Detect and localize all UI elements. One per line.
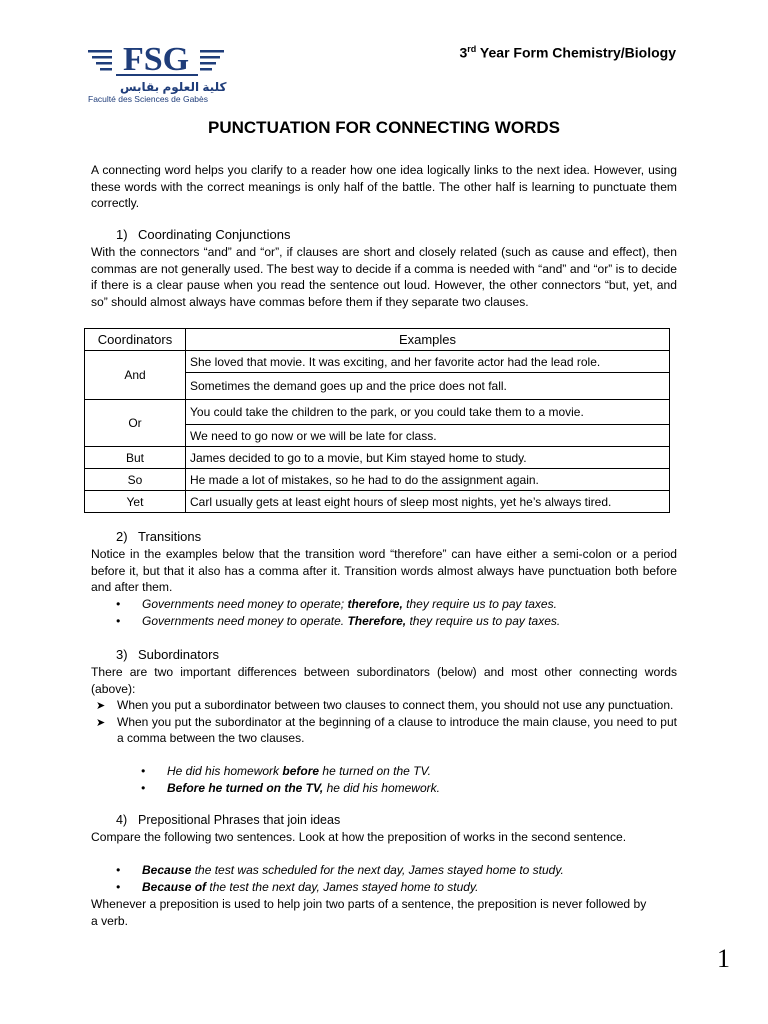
example-cell: She loved that movie. It was exciting, and her favorite actor had the lead role. (186, 351, 670, 373)
example-text: he did his homework. (323, 781, 440, 795)
grade-suffix: rd (467, 44, 477, 54)
section-number: 4) (116, 813, 128, 827)
section-title: Transitions (138, 529, 202, 544)
example-text: they require us to pay taxes. (406, 614, 561, 628)
coordinator-cell: So (85, 469, 186, 491)
section-1-text: With the connectors “and” and “or”, if clauses are short and closely related (such as cause and effect), then commas are not generally used. The best way to decide if a comma is needed with “and” and “or” is to decide if there is a clear pause when you read the sentence out loud. However, the other connectors “but, yet, and so” should almost always have commas before them if they separate two clauses. (91, 245, 677, 309)
section-title: Prepositional Phrases that join ideas (138, 813, 341, 827)
fsg-logo (88, 36, 228, 106)
example-cell: We need to go now or we will be late for class. (186, 425, 670, 447)
section-number: 2) (116, 529, 128, 544)
list-item (116, 879, 676, 896)
fsg-logo-graphic (88, 36, 228, 82)
example-text: He did his homework (167, 764, 283, 778)
rule-text: When you put the subordinator at the beginning of a clause to introduce the main clause, you need to put a comma between the two clauses. (117, 714, 677, 745)
example-cell: Carl usually gets at least eight hours of sleep most nights, yet he’s always tired. (186, 491, 670, 513)
section-2-heading (116, 529, 201, 544)
logo-arabic-text: كلية العلوم بقابس (120, 80, 227, 94)
table-row (85, 351, 670, 373)
example-keyword: before (282, 764, 320, 778)
list-item (141, 763, 671, 780)
section-title: Coordinating Conjunctions (138, 227, 291, 242)
list-item (116, 862, 676, 879)
grade-number: 3 (459, 44, 468, 61)
example-cell: You could take the children to the park, or you could take them to a movie. (186, 400, 670, 425)
section-3-heading (116, 647, 219, 662)
rule-text: When you put a subordinator between two clauses to connect them, you should not use any punctuation. (117, 698, 674, 712)
preposition-examples-list (116, 862, 676, 896)
example-text: the test the next day, James stayed home to study. (206, 880, 479, 894)
course-name: Year Form Chemistry/Biology (476, 44, 676, 61)
list-item (141, 780, 671, 797)
table-row (85, 469, 670, 491)
section-title: Subordinators (138, 647, 219, 662)
intro-paragraph: A connecting word helps you clarify to a reader how one idea logically links to the next idea. However, using these words with the correct meanings is only half of the battle. The other half is learning to punctuate them correctly. (91, 163, 677, 210)
section-number: 1) (116, 227, 128, 242)
example-keyword: Therefore, (347, 614, 407, 628)
section-4-text: Compare the following two sentences. Look at how the preposition of works in the second sentence. (91, 830, 627, 844)
section-1-heading (116, 227, 290, 242)
list-item (116, 596, 676, 613)
closing-paragraph: Whenever a preposition is used to help join two parts of a sentence, the preposition is never followed by a verb. (91, 897, 647, 928)
subordinator-examples-list (141, 763, 671, 797)
table-header-cell: Coordinators (85, 329, 186, 351)
example-text: Governments need money to operate; (142, 597, 348, 611)
list-item (116, 613, 676, 630)
example-text: they require us to pay taxes. (402, 597, 557, 611)
section-4-heading (116, 813, 340, 827)
coordinator-cell: But (85, 447, 186, 469)
svg-text:FSG: FSG (122, 41, 190, 78)
coordinator-cell: Or (85, 400, 186, 447)
table-row (85, 491, 670, 513)
coordinators-table (84, 328, 670, 513)
table-row (85, 400, 670, 425)
logo-french-text: Faculté des Sciences de Gabès (88, 94, 209, 104)
page-title: PUNCTUATION FOR CONNECTING WORDS (208, 118, 560, 137)
table-header-row (85, 329, 670, 351)
example-text: he turned on the TV. (319, 764, 431, 778)
list-item (91, 714, 677, 747)
list-item (91, 697, 677, 714)
table-row (85, 447, 670, 469)
example-keyword: Because of (142, 880, 207, 894)
example-keyword: Before he turned on the TV, (167, 781, 324, 795)
subordinator-rules-list (91, 697, 677, 747)
transition-examples-list (116, 596, 676, 630)
section-3-text: There are two important differences between subordinators (below) and most other connecting words (above): (91, 665, 677, 696)
table-header-cell: Examples (186, 329, 670, 351)
section-2-text: Notice in the examples below that the transition word “therefore” can have either a semi-colon or a period before it, but that it also has a comma after it. Transition words almost always have punctuation both before and after them. (91, 547, 677, 594)
example-keyword: Because (142, 863, 192, 877)
example-text: Governments need money to operate. (142, 614, 348, 628)
example-cell: Sometimes the demand goes up and the price does not fall. (186, 373, 670, 400)
arrowhead-bullet-icon: ➤ (96, 716, 106, 729)
section-number: 3) (116, 647, 128, 662)
example-cell: He made a lot of mistakes, so he had to do the assignment again. (186, 469, 670, 491)
example-keyword: therefore, (347, 597, 403, 611)
example-text: the test was scheduled for the next day, James stayed home to study. (191, 863, 564, 877)
course-header (460, 44, 677, 61)
coordinator-cell: And (85, 351, 186, 400)
arrowhead-bullet-icon: ➤ (96, 700, 106, 712)
example-cell: James decided to go to a movie, but Kim stayed home to study. (186, 447, 670, 469)
coordinator-cell: Yet (85, 491, 186, 513)
page-number: 1 (717, 944, 730, 973)
